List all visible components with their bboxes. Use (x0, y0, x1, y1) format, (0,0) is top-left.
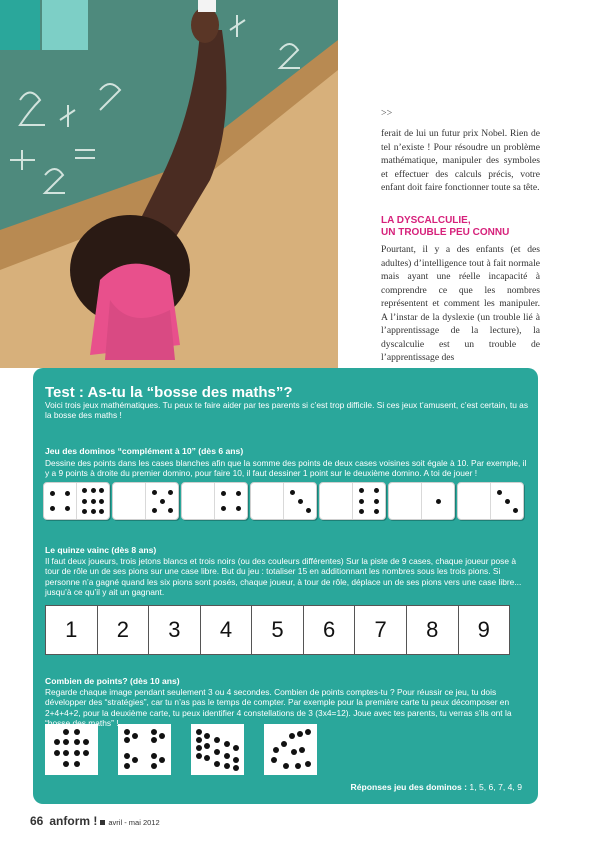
dot-card-2 (118, 724, 171, 775)
domino-pip (50, 506, 55, 511)
domino-pip (306, 508, 311, 513)
domino-pip (82, 509, 87, 514)
domino-left-half (389, 483, 421, 519)
game2-heading: Le quinze vainc (dès 8 ans) (45, 545, 157, 555)
dot-card-1 (45, 724, 98, 775)
domino-pip (65, 506, 70, 511)
domino-pip (436, 499, 441, 504)
article-paragraph-1: ferait de lui un futur prix Nobel. Rien de tel n’existe ! Pour résoudre un problème mathématique, manipuler des symboles et effectuer des calculs précis, votre enfant doit faire fonctionner toute sa tête. (381, 128, 540, 193)
domino-7 (457, 482, 524, 520)
domino-pip (99, 499, 104, 504)
answers-values: 1, 5, 6, 7, 4, 9 (467, 782, 522, 792)
domino-pip (221, 491, 226, 496)
test-title: Test : As-tu la “bosse des maths”? (45, 384, 293, 401)
domino-pip (91, 488, 96, 493)
domino-pip (236, 491, 241, 496)
domino-pip (152, 508, 157, 513)
child-at-chalkboard-photo (0, 0, 338, 368)
domino-3 (181, 482, 248, 520)
domino-5 (319, 482, 386, 520)
domino-right-half (214, 483, 247, 519)
domino-right-half (352, 483, 385, 519)
domino-pip (497, 490, 502, 495)
test-intro: Voici trois jeux mathématiques. Tu peux te faire aider par tes parents si c’est trop difficile. Si ces jeux t’amusent, c’est certain, tu as la bosse des maths ! (45, 400, 529, 421)
domino-left-half (182, 483, 214, 519)
domino-row (43, 482, 526, 520)
domino-pip (50, 491, 55, 496)
dot-pattern-4 (264, 724, 317, 775)
dot-cards (45, 724, 337, 775)
domino-pip (298, 499, 303, 504)
number-cell-2: 2 (98, 606, 150, 654)
article-subheading (381, 215, 541, 239)
game2-text: Il faut deux joueurs, trois jetons blancs et trois noirs (ou des couleurs différentes) Sur la piste de 9 cases, chaque joueur pose à tour de rôle un de ses pions sur une case libre. But du jeu : totaliser 15 en additionnant les nombres sous les trois pions. Si personne n’a gagné quand les six pions sont posés, chaque joueur, à tour de rôle, déplace un de ses pions vers une case libre... jusqu’à ce qu’il y ait un gagnant. (45, 556, 522, 598)
domino-pip (160, 499, 165, 504)
domino-pip (236, 506, 241, 511)
number-cell-7: 7 (355, 606, 407, 654)
domino-pip (290, 490, 295, 495)
subheading-line-2: UN TROUBLE PEU CONNU (381, 227, 510, 238)
game3-text: Regarde chaque image pendant seulement 3 ou 4 secondes. Combien de points comptes-tu ? Pour réussir ce jeu, tu dois développer des “stratégies”, car tu n’as pas le temps de compter. Par exemple pour la première carte tu peux décomposer en 2+4+4+2, pour la deuxième carte, tu peux identifier 4 constellations de 3 (3x4=12). Joue avec tes parents, tu verras s’ils ont la maths” (45, 687, 512, 729)
game1-text: Dessine des points dans les cases blanches afin que la somme des points de deux cases voisines soit égale à 10. Par exemple, il y a 9 points à droite du premier domino, pour faire 10, il faut dessiner 1 point sur le deuxième domino. A toi de jouer ! (45, 458, 527, 479)
number-cell-1: 1 (46, 606, 98, 654)
answers-line (351, 782, 522, 792)
domino-pip (82, 488, 87, 493)
domino-6 (388, 482, 455, 520)
domino-left-half (320, 483, 352, 519)
test-box (33, 368, 538, 804)
article-paragraph-2: Pourtant, il y a des enfants (et des adultes) d’intelligence tout à fait normale mais ayant une réelle incapacité à comprendre ce que les nombres représentent et comment les manipuler. A l’instar de la dyslexie (un trouble lié à l’apprentissage de la lecture), la dyscalculie est un trouble de l’apprentissage des (381, 244, 540, 363)
domino-pip (221, 506, 226, 511)
domino-1 (43, 482, 110, 520)
domino-pip (513, 508, 518, 513)
page-number: 66 (30, 814, 44, 828)
domino-2 (112, 482, 179, 520)
domino-pip (168, 508, 173, 513)
domino-pip (374, 499, 379, 504)
issue-date: avril - mai 2012 (108, 818, 160, 827)
domino-pip (359, 499, 364, 504)
number-track (45, 605, 510, 655)
domino-right-half (283, 483, 316, 519)
subheading-line-1: LA DYSCALCULIE, (381, 215, 471, 226)
magazine-name: anform ! (49, 814, 98, 828)
domino-pip (65, 491, 70, 496)
domino-4 (250, 482, 317, 520)
number-cell-4: 4 (201, 606, 253, 654)
domino-left-half (251, 483, 283, 519)
number-cell-3: 3 (149, 606, 201, 654)
domino-pip (99, 488, 104, 493)
answers-label: Réponses jeu des dominos : (350, 782, 468, 792)
domino-right-half (421, 483, 454, 519)
domino-pip (359, 509, 364, 514)
domino-left-half (113, 483, 145, 519)
game3-heading: Combien de points? (dès 10 ans) (45, 676, 180, 686)
domino-left-half (44, 483, 76, 519)
domino-pip (82, 499, 87, 504)
domino-right-half (490, 483, 523, 519)
domino-pip (152, 490, 157, 495)
domino-pip (99, 509, 104, 514)
domino-pip (91, 509, 96, 514)
number-cell-6: 6 (304, 606, 356, 654)
dot-pattern-3 (191, 724, 244, 775)
domino-right-half (145, 483, 178, 519)
number-cell-8: 8 (407, 606, 459, 654)
domino-pip (505, 499, 510, 504)
game1-heading: Jeu des dominos “complément à 10” (dès 6 ans) (45, 446, 244, 456)
dot-card-4 (264, 724, 317, 775)
domino-right-half (76, 483, 109, 519)
domino-pip (374, 488, 379, 493)
domino-pip (91, 499, 96, 504)
continuation-mark: >> (381, 108, 393, 119)
domino-pip (359, 488, 364, 493)
dot-card-3 (191, 724, 244, 775)
dot-pattern-2 (118, 724, 171, 775)
square-bullet-icon (100, 820, 105, 825)
decorative-corner-tab (0, 0, 88, 50)
domino-left-half (458, 483, 490, 519)
number-cell-9: 9 (477, 617, 490, 642)
domino-pip (374, 509, 379, 514)
domino-pip (168, 490, 173, 495)
dot-pattern-1 (45, 724, 98, 775)
number-cell-5: 5 (252, 606, 304, 654)
page-footer (30, 814, 160, 828)
